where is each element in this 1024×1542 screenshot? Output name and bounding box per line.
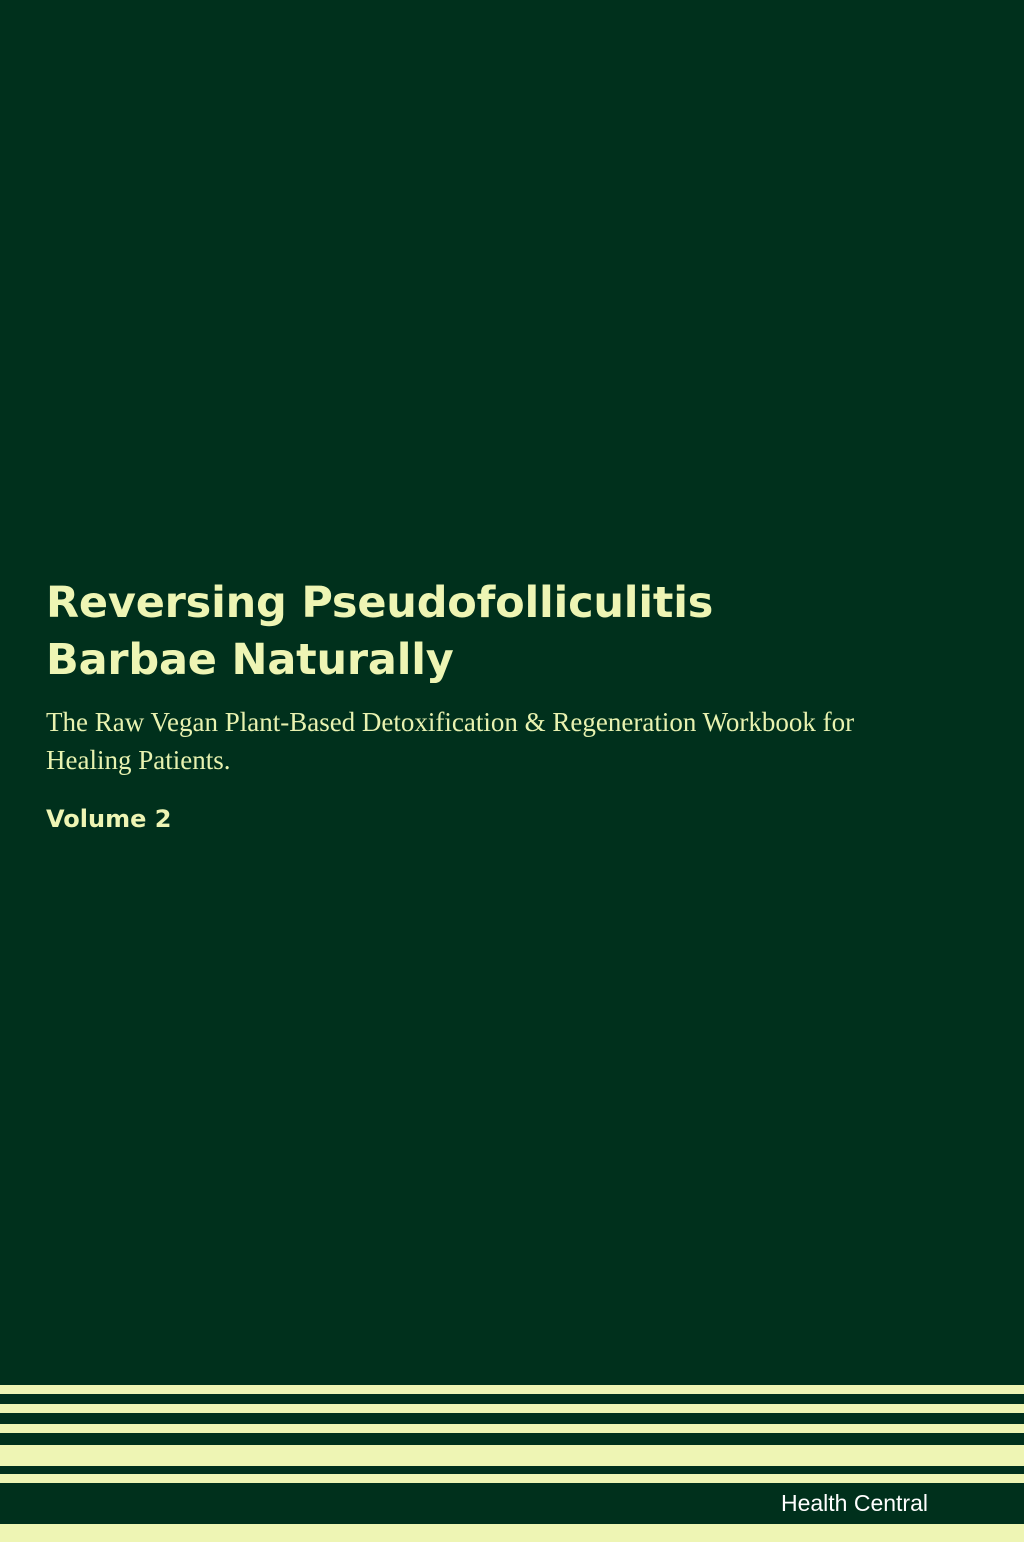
cover-subtitle: The Raw Vegan Plant-Based Detoxification & Regeneration Workbook for Healing Patients. [46, 706, 855, 775]
band-stripe [0, 1433, 1024, 1445]
cover-volume-label: Volume 2 [46, 805, 172, 834]
band-stripe [0, 1466, 1024, 1474]
publisher-name: Health Central [780, 1490, 928, 1516]
page-title: Reversing Pseudofolliculitis Barbae Naturally [46, 578, 714, 685]
band-stripe [0, 1524, 1024, 1542]
cover-title-block [46, 575, 946, 833]
cover-bottom-band [0, 1385, 1024, 1542]
band-stripe [0, 1394, 1024, 1404]
band-stripe [0, 1404, 1024, 1413]
band-stripe [0, 1445, 1024, 1466]
band-stripe [0, 1474, 1024, 1483]
band-stripe [0, 1413, 1024, 1424]
band-stripe [0, 1424, 1024, 1433]
band-stripe [0, 1385, 1024, 1394]
